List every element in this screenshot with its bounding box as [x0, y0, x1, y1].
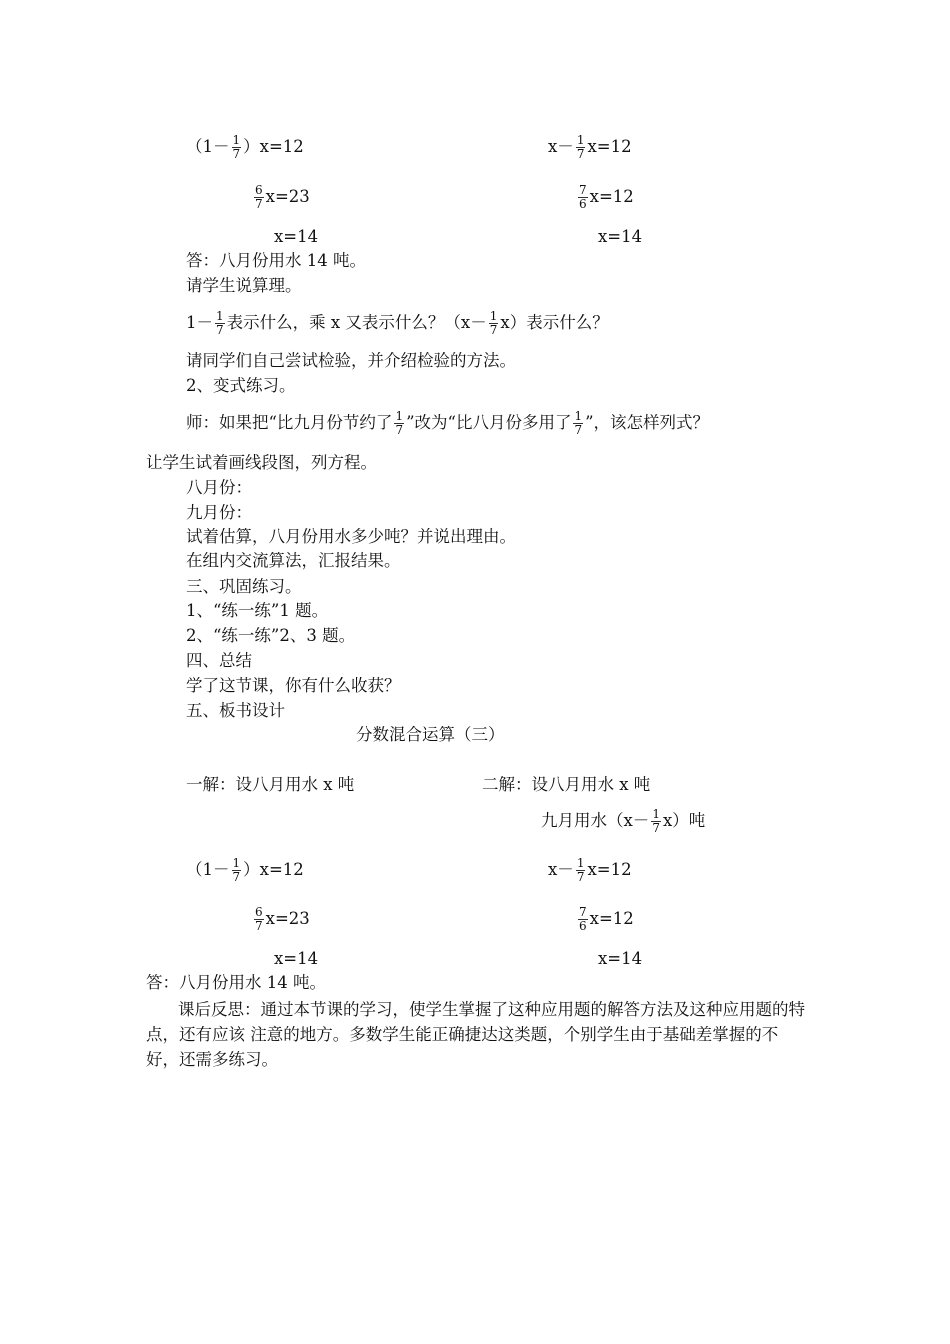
summary-heading: 四、总结: [186, 651, 252, 670]
september-usage: [541, 808, 705, 835]
numerator: 6: [255, 183, 263, 197]
eq-bottom-left-line1: [186, 857, 304, 884]
numerator: 7: [579, 183, 587, 197]
text: 九月用水（x－: [541, 811, 650, 830]
consolidation-heading: 三、巩固练习。: [186, 577, 302, 596]
estimate-line: 试着估算，八月份用水多少吨？并说出理由。: [186, 527, 516, 546]
eq-text: x－: [548, 137, 574, 156]
text: ”改为“比八月份多用了: [406, 413, 572, 432]
fraction: [394, 410, 404, 437]
board-title: 分数混合运算（三）: [356, 725, 505, 744]
reflection-paragraph: 课后反思：通过本节课的学习，使学生掌握了这种应用题的解答方法及这种应用题的特点，还有应该 注意的地方。多数学生能正确捷达这类题，个别学生由于基础差掌握的不好，还需多练习。: [146, 1000, 805, 1069]
fraction: [573, 410, 583, 437]
eq-text: ）x=12: [243, 137, 304, 156]
answer-line: 答：八月份用水 14 吨。: [186, 251, 366, 270]
numerator: 1: [232, 133, 241, 147]
numerator: 1: [574, 409, 583, 423]
fraction: [576, 857, 586, 884]
check-line: 请同学们自己尝试检验，并介绍检验的方法。: [186, 351, 516, 370]
fraction: [576, 134, 586, 161]
eq-text: x－: [548, 860, 574, 879]
denominator: 7: [232, 870, 241, 884]
eq-top-left-line1: [186, 134, 304, 161]
text: ”，该怎样列式？: [585, 413, 710, 432]
eq-text: ）x=12: [243, 860, 304, 879]
denominator: 7: [576, 870, 585, 884]
eq-top-right-line3: x=14: [598, 227, 643, 246]
fraction: [254, 184, 264, 211]
numerator: 6: [255, 905, 263, 919]
text: x）吨: [662, 811, 706, 830]
fraction: [489, 310, 499, 337]
denominator: 7: [216, 323, 224, 337]
eq-text: x=12: [589, 909, 634, 928]
numerator: 1: [232, 856, 241, 870]
eq-top-left-line2: [252, 184, 310, 211]
fraction: [232, 134, 242, 161]
eq-bottom-left-line3: x=14: [274, 949, 319, 968]
denominator: 6: [579, 919, 587, 933]
answer-line-2: 答：八月份用水 14 吨。: [146, 973, 326, 992]
exercise-1: 1、“练一练”1 题。: [186, 601, 329, 620]
exercise-2: 2、“练一练”2、3 题。: [186, 626, 356, 645]
september-label: 九月份：: [186, 503, 252, 522]
variant-heading: 2、变式练习。: [186, 376, 296, 395]
eq-bottom-left-line2: [252, 906, 310, 933]
text: 师：如果把“比九月份节约了: [186, 413, 393, 432]
fraction: [215, 310, 225, 337]
solution-1: 一解：设八月用水 x 吨: [186, 775, 355, 794]
numerator: 1: [652, 807, 660, 821]
eq-text: x=12: [587, 860, 632, 879]
reasoning-line: 请学生说算理。: [186, 276, 302, 295]
eq-text: x=12: [587, 137, 632, 156]
eq-text: x=23: [265, 909, 310, 928]
denominator: 7: [652, 821, 660, 835]
eq-bottom-right-line2: [576, 906, 634, 933]
draw-line: 让学生试着画线段图，列方程。: [146, 453, 377, 472]
denominator: 7: [395, 423, 404, 437]
denominator: 6: [579, 197, 587, 211]
fraction: [578, 906, 588, 933]
denominator: 7: [576, 147, 585, 161]
numerator: 1: [395, 409, 404, 423]
board-heading: 五、板书设计: [186, 701, 285, 720]
text: 1－: [186, 313, 213, 332]
numerator: 1: [576, 856, 585, 870]
eq-text: （1－: [186, 137, 230, 156]
eq-top-right-line2: [576, 184, 634, 211]
fraction: [232, 857, 242, 884]
fraction: [651, 808, 661, 835]
solution-2: 二解：设八月用水 x 吨: [482, 775, 651, 794]
fraction: [578, 184, 588, 211]
denominator: 7: [574, 423, 583, 437]
numerator: 1: [216, 309, 224, 323]
denominator: 7: [255, 197, 263, 211]
eq-bottom-right-line1: [548, 857, 632, 884]
eq-bottom-right-line3: x=14: [598, 949, 643, 968]
numerator: 1: [489, 309, 498, 323]
teacher-line: [186, 410, 709, 437]
eq-top-right-line1: [548, 134, 632, 161]
denominator: 7: [255, 919, 263, 933]
eq-text: x=12: [589, 187, 634, 206]
numerator: 1: [576, 133, 585, 147]
eq-top-left-line3: x=14: [274, 227, 319, 246]
exchange-line: 在组内交流算法，汇报结果。: [186, 551, 401, 570]
text: 表示什么，乘 x 又表示什么？（x－: [226, 313, 487, 332]
text: x）表示什么？: [500, 313, 609, 332]
denominator: 7: [489, 323, 498, 337]
denominator: 7: [232, 147, 241, 161]
eq-text: x=23: [265, 187, 310, 206]
question-line: [186, 310, 609, 337]
gain-line: 学了这节课，你有什么收获？: [186, 676, 401, 695]
eq-text: （1－: [186, 860, 230, 879]
august-label: 八月份：: [186, 478, 252, 497]
fraction: [254, 906, 264, 933]
numerator: 7: [579, 905, 587, 919]
